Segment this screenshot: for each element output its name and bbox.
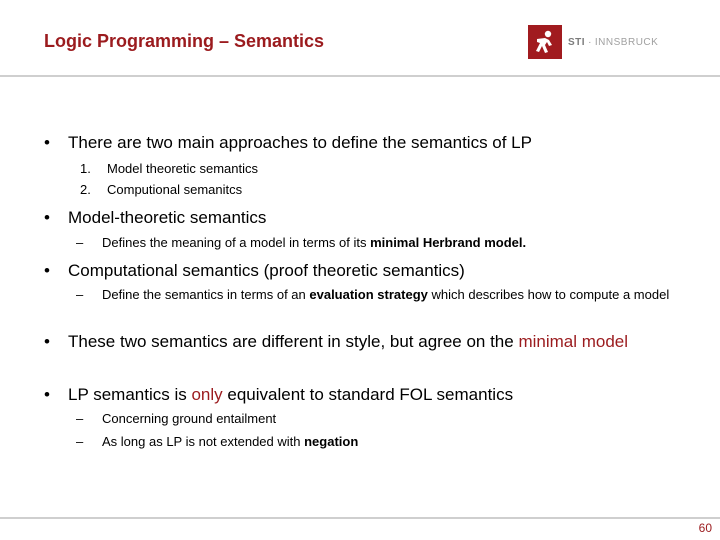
sub-bold-text: minimal Herbrand model. [370, 235, 527, 250]
bullet-marker: • [44, 385, 50, 404]
slide-title: Logic Programming – Semantics [44, 31, 325, 51]
dash-marker: – [76, 235, 84, 250]
sub-bullet-herbrand [76, 234, 686, 252]
dash-marker: – [76, 411, 84, 426]
logo-separator: · [588, 36, 592, 48]
header-divider [0, 75, 720, 77]
bullet-text: LP semantics is [68, 385, 192, 404]
sti-innsbruck-logo [528, 25, 658, 59]
bullet-marker: • [44, 133, 50, 152]
dash-marker: – [76, 434, 84, 449]
sub-text: Defines the meaning of a model in terms of its [102, 235, 371, 250]
sub-text: Define the semantics in terms of an [102, 287, 310, 302]
item-number: 1. [80, 161, 91, 176]
numbered-item-1 [80, 160, 680, 178]
bullet-approaches [44, 132, 684, 153]
item-text: Computional semanitcs [107, 182, 243, 197]
item-text: Model theoretic semantics [107, 161, 259, 176]
item-number: 2. [80, 182, 91, 197]
numbered-item-2 [80, 181, 680, 199]
bullet-fol-equivalence [44, 384, 684, 405]
sti-logo-icon [528, 25, 562, 59]
bullet-text: Model-theoretic semantics [68, 208, 267, 227]
bullet-marker: • [44, 332, 50, 351]
sub-text: Concerning ground entailment [102, 411, 277, 426]
bullet-model-theoretic [44, 207, 684, 228]
sub-bullet-evaluation [76, 286, 682, 304]
highlight-text: minimal model [518, 332, 629, 351]
bullet-text: There are two main approaches to define the semantics of LP [68, 133, 532, 152]
footer-divider [0, 517, 720, 519]
sub-text: As long as LP is not extended with [102, 434, 305, 449]
sub-text-after: which describes how to compute a model [427, 287, 670, 302]
page-number: 60 [698, 521, 712, 535]
sub-bold-text: negation [304, 434, 359, 449]
dash-marker: – [76, 287, 84, 302]
bullet-text: These two semantics are different in style, but agree on the [68, 332, 519, 351]
bullet-marker: • [44, 208, 50, 227]
bullet-computational [44, 260, 684, 281]
sub-bold-text: evaluation strategy [309, 287, 428, 302]
logo-brand: STI [568, 36, 586, 48]
sub-bullet-negation [76, 433, 682, 451]
highlight-text: only [191, 385, 223, 404]
bullet-marker: • [44, 261, 50, 280]
bullet-different-style [44, 331, 684, 352]
logo-location: INNSBRUCK [594, 36, 659, 48]
logo-wordmark [568, 37, 658, 48]
sub-bullet-ground-entailment [76, 410, 682, 428]
bullet-text: Computational semantics (proof theoretic semantics) [68, 261, 465, 280]
bullet-text-after: equivalent to standard FOL semantics [222, 385, 514, 404]
